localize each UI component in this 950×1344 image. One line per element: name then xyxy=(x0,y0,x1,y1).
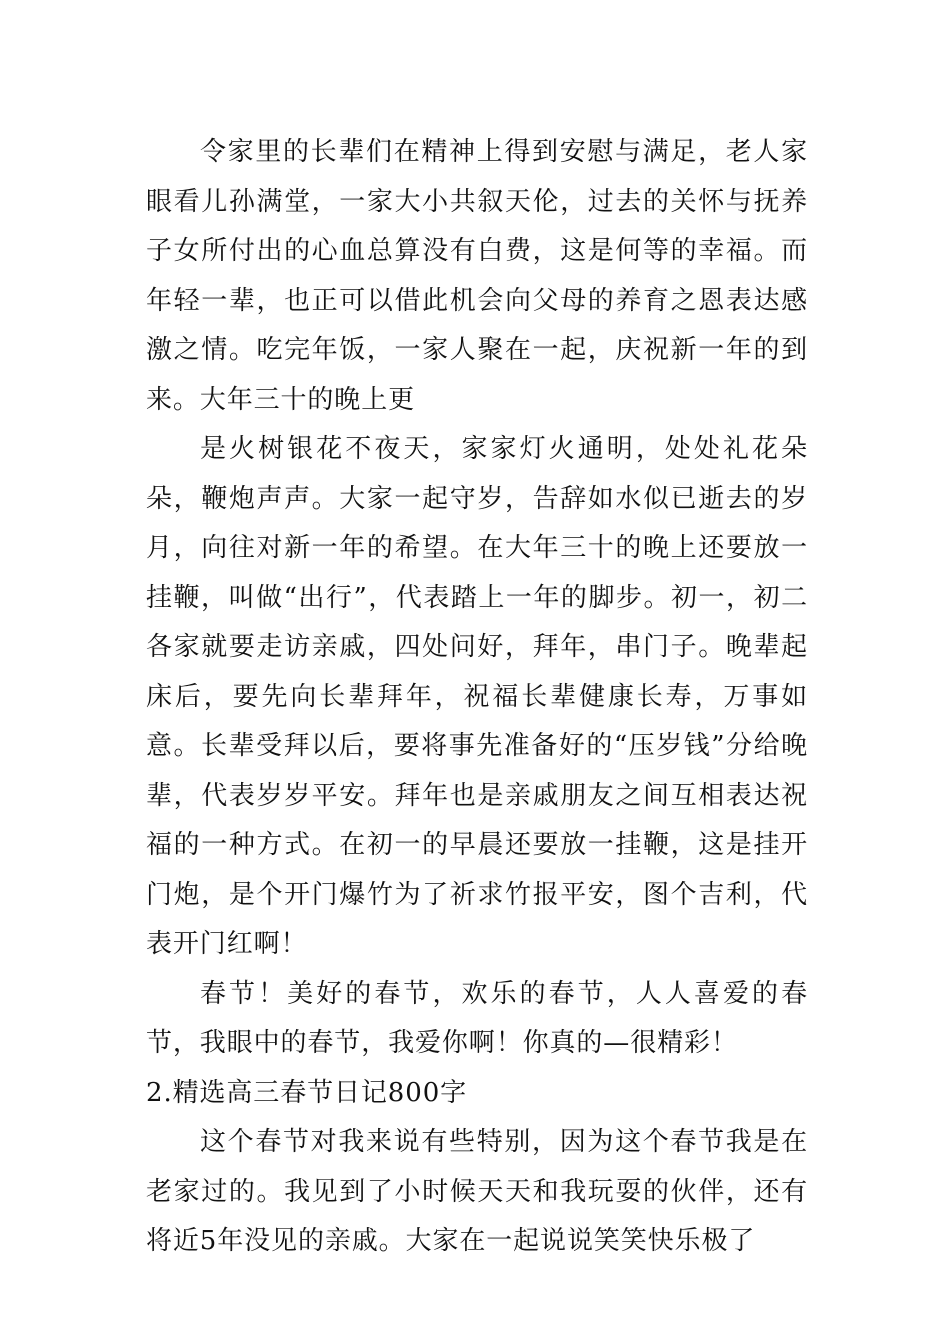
paragraph-family-reunion: 令家里的长辈们在精神上得到安慰与满足，老人家眼看儿孙满堂，一家大小共叙天伦，过去的关怀与抚养子女所付出的心血总算没有白费，这是何等的幸福。而年轻一辈，也正可以借此机会向父母的养育之恩表达感激之情。吃完年饭，一家人聚在一起，庆祝新一年的到来。大年三十的晚上更 xyxy=(146,137,808,415)
paragraph-spring-festival-praise: 春节！美好的春节，欢乐的春节，人人喜爱的春节，我眼中的春节，我爱你啊！你真的—很精彩！ xyxy=(146,978,808,1058)
paragraph-hometown-festival: 这个春节对我来说有些特别，因为这个春节我是在老家过的。我见到了小时候天天和我玩耍的伙伴，还有将近5年没见的亲戚。大家在一起说说笑笑快乐极了 xyxy=(146,1127,808,1256)
paragraph-new-year-eve: 是火树银花不夜天，家家灯火通明，处处礼花朵朵，鞭炮声声。大家一起守岁，告辞如水似已逝去的岁月，向往对新一年的希望。在大年三十的晚上还要放一挂鞭，叫做“出行”，代表踏上一年的脚步。初一，初二各家就要走访亲戚，四处问好，拜年，串门子。晚辈起床后，要先向长辈拜年，祝福长辈健康长寿，万事如意。长辈受拜以后，要将事先准备好的“压岁钱”分给晚辈，代表岁岁平安。拜年也是亲戚朋友之间互相表达祝福的一种方式。在初一的早晨还要放一挂鞭，这是挂开门炮，是个开门爆竹为了祈求竹报平安，图个吉利，代表开门红啊！ xyxy=(146,434,808,959)
section-heading: 2.精选高三春节日记800字 xyxy=(146,1077,468,1108)
document-body xyxy=(146,128,808,1267)
